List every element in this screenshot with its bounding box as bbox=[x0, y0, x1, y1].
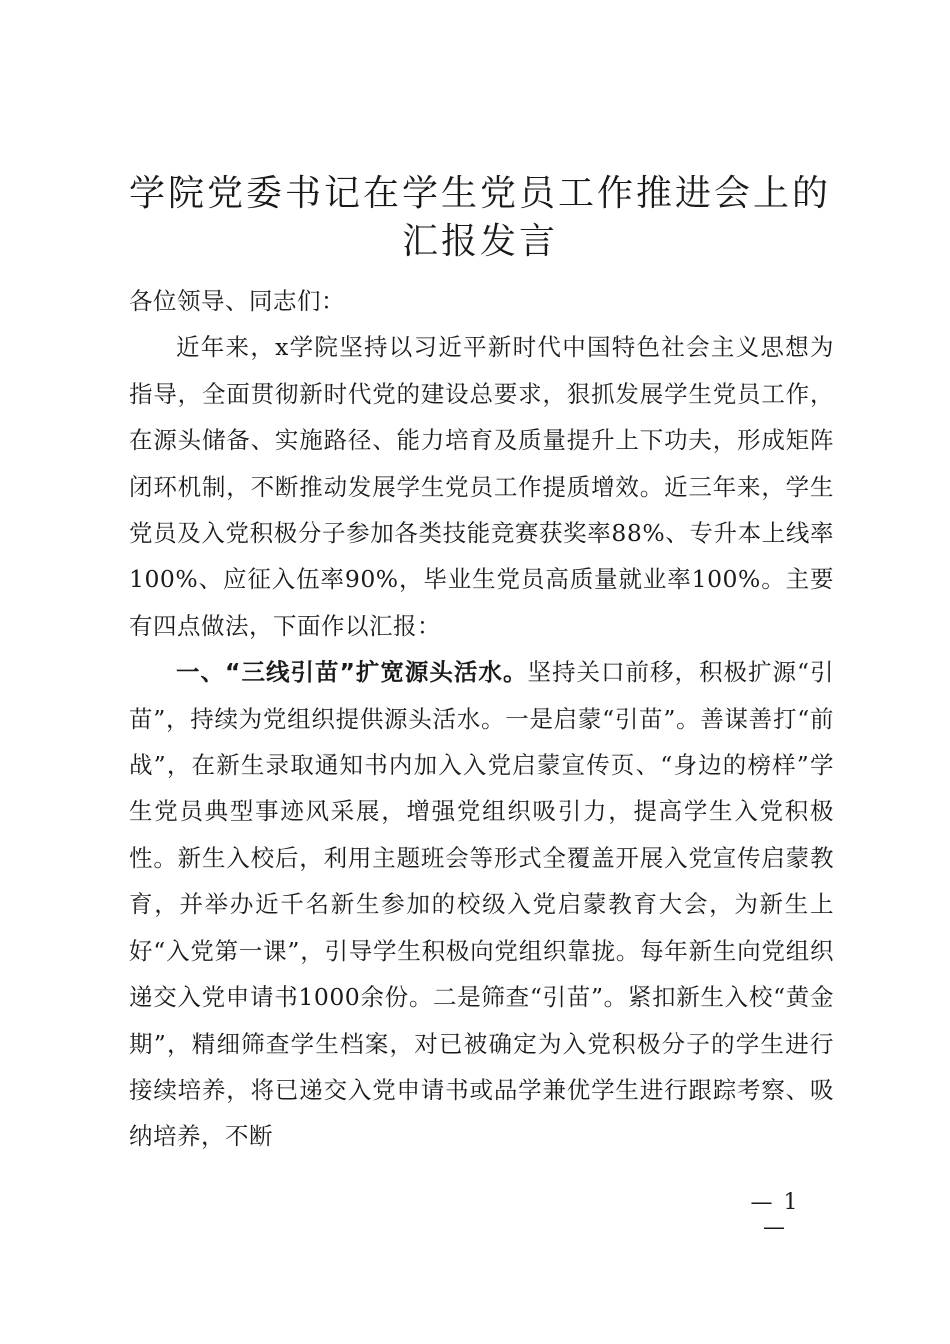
document-body bbox=[129, 278, 834, 1160]
salutation: 各位领导、同志们： bbox=[129, 287, 345, 315]
page-number: — 1 — bbox=[750, 1190, 800, 1240]
paragraph-intro: 近年来，x学院坚持以习近平新时代中国特色社会主义思想为指导，全面贯彻新时代党的建设总要求，狠抓发展学生党员工作，在源头储备、实施路径、能力培育及质量提升上下功夫，形成矩阵闭环机制，不断推动发展学生党员工作提质增效。近三年来，学生党员及入党积极分子参加各类技能竞赛获奖率88%、专升本上线率100%、应征入伍率90%，毕业生党员高质量就业率100%。主要有四点做法，下面作以汇报： bbox=[129, 333, 834, 640]
section-heading: 一、“三线引苗”扩宽源头活水。 bbox=[176, 658, 528, 687]
document-title: 学院党委书记在学生党员工作推进会上的汇报发言 bbox=[128, 173, 831, 262]
paragraph-section-one bbox=[129, 649, 834, 1159]
section-body: 坚持关口前移，积极扩源“引苗”，持续为党组织提供源头活水。一是启蒙“引苗”。善谋善打“前战”，在新生录取通知书内加入入党启蒙宣传页、“身边的榜样”学生党员典型事迹风采展，增强党组织吸引力，提高学生入党积极性。新生入校后，利用主题班会等形式全覆盖开展入党宣传启蒙教育，并举办近千名新生参加的校级入党启蒙教育大会，为新生上好“入党第一课”，引导学生积极向党组织靠拢。每年新生向党组织递交入党申请书1000余份。二是筛查“引苗”。紧扣新生入校“黄金期”，精细筛查学生档案，对已被确定为入党积极分子的学生进行接续培养，将已递交入党申请书或品学兼优学生进行跟踪考察、吸纳培养，不断 bbox=[129, 658, 835, 1151]
